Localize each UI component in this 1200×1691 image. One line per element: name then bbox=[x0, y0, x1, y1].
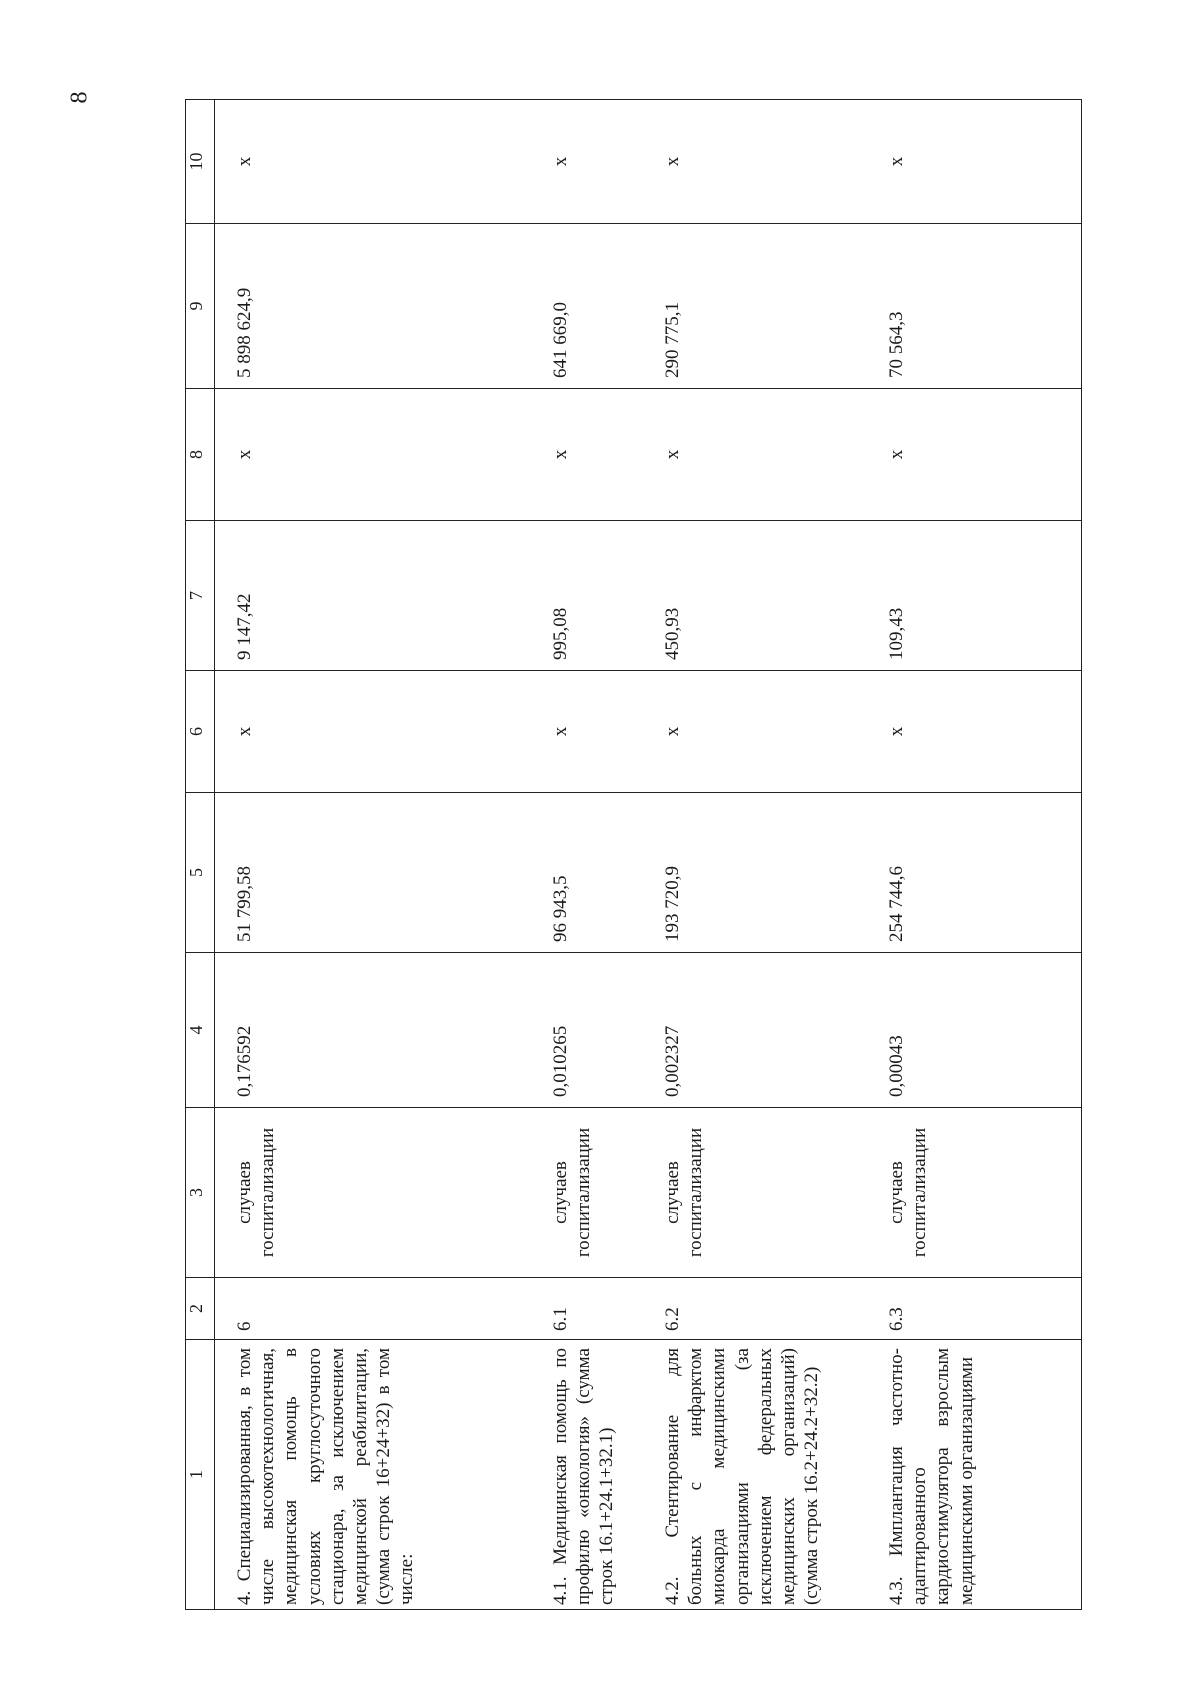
col-header-9: 9 bbox=[186, 224, 215, 389]
cell-col4: 0,002327 bbox=[643, 953, 867, 1108]
col-header-5: 5 bbox=[186, 793, 215, 953]
cell-col10: х bbox=[643, 100, 867, 224]
cell-col9: 70 564,3 bbox=[867, 224, 1082, 389]
cell-col6: х bbox=[867, 671, 1082, 793]
col-header-6: 6 bbox=[186, 671, 215, 793]
cell-col9: 641 669,0 bbox=[531, 224, 643, 389]
cell-col8: х bbox=[643, 389, 867, 521]
cell-unit: случаев госпитализации bbox=[215, 1108, 532, 1278]
table-row bbox=[531, 100, 643, 1610]
cell-col7: 450,93 bbox=[643, 521, 867, 671]
cell-col9: 290 775,1 bbox=[643, 224, 867, 389]
cell-name: 4. Специализированная, в том числе высокотехнологичная, медицинская помощь в условиях круглосуточного стационара, за исключением медицинской реабилитации, (сумма строк 16+24+32) в том числе: bbox=[215, 1340, 532, 1610]
cell-col7: 995,08 bbox=[531, 521, 643, 671]
cell-name: 4.3. Имплантация частотно-адаптированного кардиостимулятора взрослым медицинскими организациями bbox=[867, 1340, 1082, 1610]
cell-col10: х bbox=[215, 100, 532, 224]
cell-col4: 0,176592 bbox=[215, 953, 532, 1108]
cell-unit: случаев госпитализации bbox=[643, 1108, 867, 1278]
cell-col7: 9 147,42 bbox=[215, 521, 532, 671]
cell-unit: случаев госпитализации bbox=[867, 1108, 1082, 1278]
col-header-10: 10 bbox=[186, 100, 215, 224]
cell-col5: 51 799,58 bbox=[215, 793, 532, 953]
cell-col4: 0,010265 bbox=[531, 953, 643, 1108]
header-row bbox=[186, 100, 215, 1610]
table-row bbox=[643, 100, 867, 1610]
col-header-2: 2 bbox=[186, 1278, 215, 1340]
cell-col4: 0,00043 bbox=[867, 953, 1082, 1108]
cell-col8: х bbox=[867, 389, 1082, 521]
cell-line-number: 6.1 bbox=[531, 1278, 643, 1340]
cell-col5: 96 943,5 bbox=[531, 793, 643, 953]
cell-line-number: 6.2 bbox=[643, 1278, 867, 1340]
cell-line-number: 6 bbox=[215, 1278, 532, 1340]
cell-col6: х bbox=[531, 671, 643, 793]
col-header-3: 3 bbox=[186, 1108, 215, 1278]
data-table bbox=[185, 99, 1082, 1610]
cell-col6: х bbox=[643, 671, 867, 793]
col-header-8: 8 bbox=[186, 389, 215, 521]
cell-col10: х bbox=[867, 100, 1082, 224]
col-header-4: 4 bbox=[186, 953, 215, 1108]
cell-col8: х bbox=[215, 389, 532, 521]
cell-unit: случаев госпитализации bbox=[531, 1108, 643, 1278]
table-row bbox=[867, 100, 1082, 1610]
cell-col5: 193 720,9 bbox=[643, 793, 867, 953]
cell-col5: 254 744,6 bbox=[867, 793, 1082, 953]
table-row bbox=[215, 100, 532, 1610]
cell-line-number: 6.3 bbox=[867, 1278, 1082, 1340]
col-header-7: 7 bbox=[186, 521, 215, 671]
cell-col10: х bbox=[531, 100, 643, 224]
cell-col7: 109,43 bbox=[867, 521, 1082, 671]
cell-col9: 5 898 624,9 bbox=[215, 224, 532, 389]
cell-col8: х bbox=[531, 389, 643, 521]
cell-name: 4.1. Медицинская помощь по профилю «онкология» (сумма строк 16.1+24.1+32.1) bbox=[531, 1340, 643, 1610]
cell-name: 4.2. Стентирование для больных с инфарктом миокарда медицинскими организациями (за исключением федеральных медицинских организаций) (сумма строк 16.2+24.2+32.2) bbox=[643, 1340, 867, 1610]
cell-col6: х bbox=[215, 671, 532, 793]
page-number: 8 bbox=[66, 91, 93, 104]
rotated-table-container bbox=[185, 100, 1035, 1610]
col-header-1: 1 bbox=[186, 1340, 215, 1610]
